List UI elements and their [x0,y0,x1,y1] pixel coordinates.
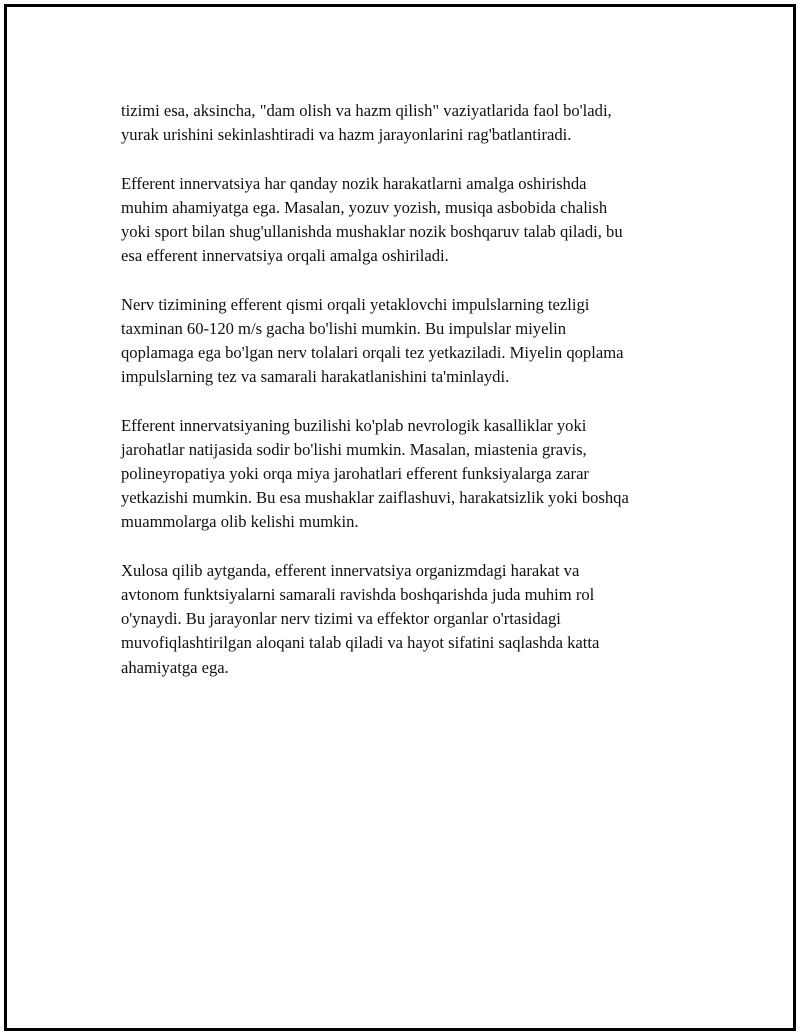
paragraph-1: tizimi esa, aksincha, "dam olish va hazm qilish" vaziyatlarida faol bo'ladi, yurak urishini sekinlashtiradi va hazm jarayonlarini rag'batlantiradi. [121,101,612,145]
paragraph-2: Efferent innervatsiya har qanday nozik harakatlarni amalga oshirishda muhim ahamiyatga ega. Masalan, yozuv yozish, musiqa asbobida chalish yoki sport bilan shug'ullanishda mushaklar nozik boshqaruv talab qiladi, bu esa efferent innervatsiya orqali amalga oshiriladi. [121,173,623,266]
paragraph-3: Nerv tizimining efferent qismi orqali yetaklovchi impulslarning tezligi taxminan 60-120 m/s gacha bo'lishi mumkin. Bu impulslar miyelin qoplamaga ega bo'lgan nerv tolalari orqali tez yetkaziladi. Miyelin qoplama impulslarning tez va samarali harakatlanishini ta'minlaydi. [121,294,624,387]
document-body [121,99,701,704]
paragraph-5: Xulosa qilib aytganda, efferent innervatsiya organizmdagi harakat va avtonom funktsiyalarni samarali ravishda boshqarishda juda muhim rol o'ynaydi. Bu jarayonlar nerv tizimi va effektor organlar o'rtasidagi muvofiqlashtirilgan aloqani talab qiladi va hayot sifatini saqlashda katta ahamiyatga ega. [121,560,600,677]
paragraph-4: Efferent innervatsiyaning buzilishi ko'plab nevrologik kasalliklar yoki jarohatlar natijasida sodir bo'lishi mumkin. Masalan, miastenia gravis, polineyropatiya yoki orqa miya jarohatlari efferent funksiyalarga zarar yetkazishi mumkin. Bu esa mushaklar zaiflashuvi, harakatsizlik yoki boshqa muammolarga olib kelishi mumkin. [121,415,629,532]
document-page [4,4,796,1031]
